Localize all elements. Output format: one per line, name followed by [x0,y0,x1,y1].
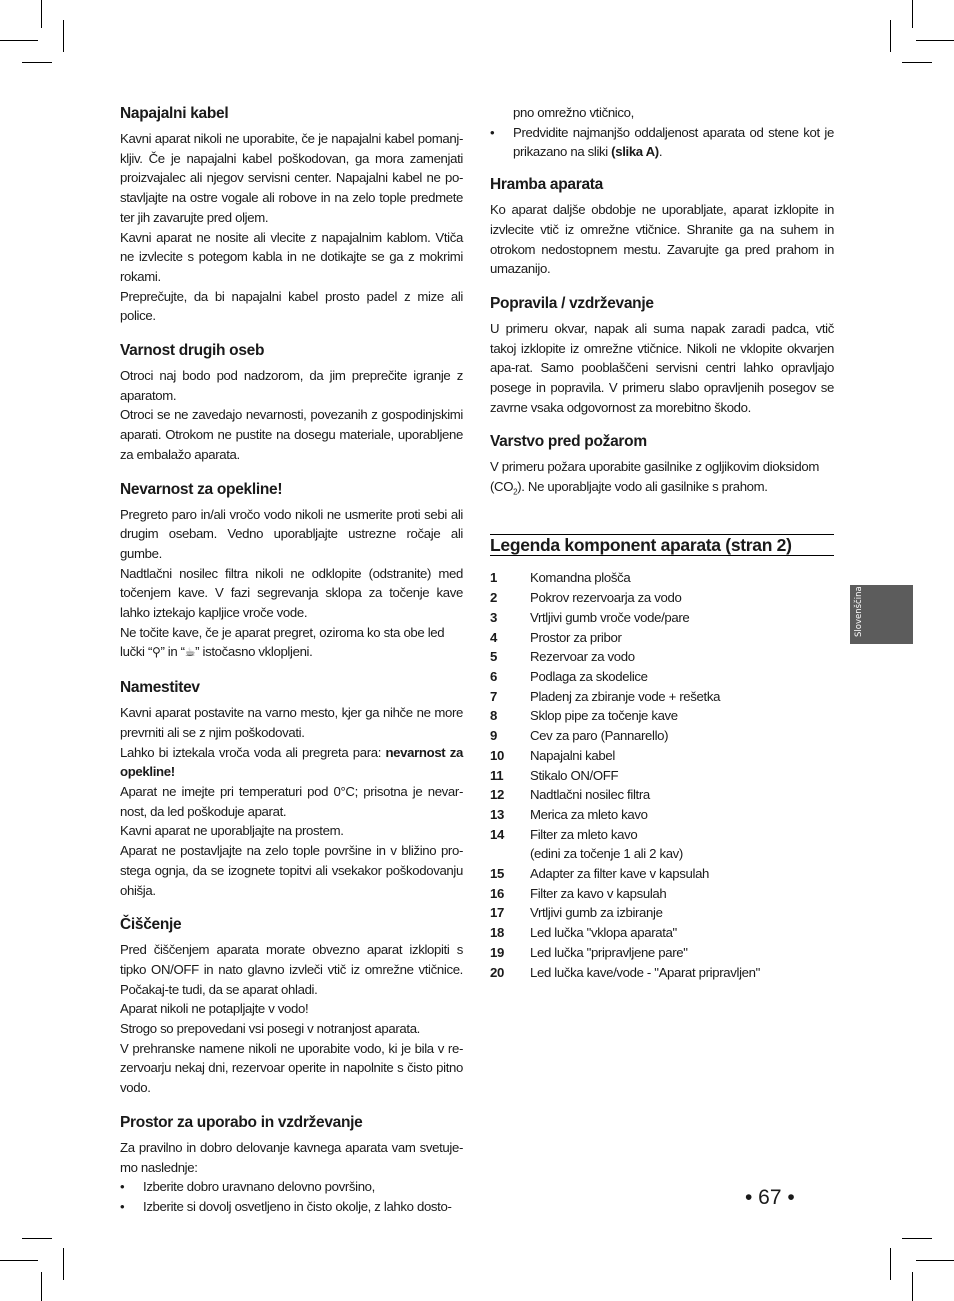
section-heading: Popravila / vzdrževanje [490,294,654,312]
paragraph: Nadtlačni nosilec filtra nikoli ne odklopite (odstranite) med točenjem kave. V fazi segrevanja sklopa za točenje kave lahko iztekajo kapljice vroče vode. [120,565,463,621]
legend-item [490,844,834,864]
legend-item [490,766,834,786]
paragraph: Preprečujte, da bi napajalni kabel prosto padel z mize ali police. [120,288,463,324]
legend-item-number: 11 [490,767,504,783]
paragraph: Ko aparat daljše obdobje ne uporabljate, aparat izklopite in izvlecite vtič iz omrežne vtičnice. Shranite ga na suhem in otrokom nedostopnem mestu. Zavarujte ga pred prahom in umazanijo. [490,202,834,277]
legend-item-number: 8 [490,708,497,724]
legend-item-text: Sklop pipe za točenje kave [530,708,678,724]
list-item-text: Izberite si dovolj osvetljeno in čisto okolje, z lahko dosto- [143,1198,452,1214]
legend-list [490,568,834,982]
section-heading: Napajalni kabel [120,105,229,122]
legend-item-text: Cev za paro (Pannarello) [530,728,669,744]
legend-item-text: Pladenj za zbiranje vode + rešetka [530,688,721,704]
legend-item [490,884,834,904]
section-power-cable [120,103,463,326]
legend-item-text: Komandna plošča [530,570,631,586]
section-heading: Nevarnost za opekline! [120,480,283,498]
section-heading: Namestitev [120,679,200,697]
crop-mark [890,20,891,52]
text: V primeru požara uporabite gasilnike z ogljikovim dioksidom (CO [490,459,819,495]
list-item-text: Predvidite najmanjšo oddaljenost aparata od stene kot je prikazano na sliki [513,124,834,160]
section-usage-space [120,1112,463,1217]
crop-mark [902,1238,932,1239]
legend-item [490,608,834,628]
legend-item-text: Stikalo ON/OFF [530,767,619,783]
paragraph: pno omrežno vtičnico, [513,105,634,120]
right-column [490,103,834,982]
text: ). Ne uporabljajte vodo ali gasilnike s prahom. [517,479,768,495]
paragraph: U primeru okvar, napak ali suma napak zaradi padca, vtič takoj izklopite iz omrežne vtičnice. Nikoli ne vklopite okvarjen apa-rat. Samo pooblaščeni servisni centri lahko opravljajo posege in popravila. V primeru slabo opravljenih posegov se zavrne vsaka odgovornost za morebitno škodo. [490,320,834,415]
section-heading: Prostor za uporabo in vzdrževanje [120,1113,363,1131]
section-heading: Hramba aparata [490,176,603,194]
paragraph: Aparat ne imejte pri temperaturi pod 0°C; prisotna je nevar-nost, da led poškoduje aparat. [120,783,463,819]
legend-item-number [490,844,530,864]
legend-item-number: 16 [490,885,504,901]
paragraph: V prehranske namene nikoli ne uporabite vodo, ki je bila v re-zervoarju nekaj dni, rezervoar operite in napolnite s čisto pitno vodo. [120,1040,463,1096]
section-heading: Varstvo pred požarom [490,433,647,451]
side-tab-label: Slovenščina [854,586,864,637]
section-heading: Varnost drugih oseb [120,342,265,360]
cup-icon: ☕ [184,645,196,660]
crop-mark [0,40,38,41]
legend-item [490,628,834,648]
legend-item-text: Nadtlačni nosilec filtra [530,787,650,803]
section-burn-hazard [120,479,463,664]
figure-reference: (slika A) [611,144,659,160]
legend-item [490,667,834,687]
language-side-tab [850,585,913,644]
section-installation [120,677,463,900]
section-heading: Čiščenje [120,916,182,934]
legend-item [490,588,834,608]
legend-item [490,568,834,588]
subscript: 2 [513,487,518,497]
bullet: • [120,1179,125,1195]
legend-item-number: 6 [490,669,497,684]
text: ” in “ [160,644,185,660]
legend-item [490,746,834,766]
legend-item-text: Filter za mleto kavo [530,826,638,842]
legend-item-number: 20 [490,964,504,980]
legend-item-number: 10 [490,747,504,763]
crop-mark [63,1248,64,1280]
legend-item [490,805,834,825]
bullet-list [490,123,834,162]
legend-title: Legenda komponent aparata (stran 2) [490,534,834,556]
bullet: • [490,124,495,140]
legend-item-number: 17 [490,905,504,921]
paragraph: Kavni aparat ne nosite ali vlecite z napajalnim kablom. Vtiča ne izvlecite s potegom kabla in ne dotikajte se ga z mokrimi rokami. [120,229,463,284]
paragraph: Kavni aparat postavite na varno mesto, kjer ga nihče ne more prevrniti ali se z njim poškodovati. [120,705,463,740]
paragraph: Kavni aparat ne uporabljajte na prostem. [120,823,344,839]
legend-item [490,923,834,943]
page-number: • 67 • [745,1186,795,1209]
crop-mark [22,1238,52,1239]
list-item-text: Izberite dobro uravnano delovno površino, [143,1179,375,1195]
section-cleaning [120,914,463,1098]
crop-mark [890,1248,891,1280]
steam-icon: ⚲ [152,645,161,660]
left-column [120,103,463,1231]
legend-item-number: 19 [490,944,504,960]
legend-item-number: 1 [490,570,497,586]
text: ” istočasno vklopljeni. [195,644,313,660]
paragraph: Pregreto paro in/ali vročo vodo nikoli ne usmerite proti sebi ali drugim osebam. Vedno uporabljajte ustrezne ročaje ali gumbe. [120,506,463,561]
crop-mark [63,20,64,52]
text: Ne točite kave, če je aparat pregret, oziroma ko sta obe led lučki “ [120,624,445,660]
legend-item-text: Adapter za filter kave v kapsulah [530,866,710,882]
legend-item [490,726,834,746]
legend-item-number: 15 [490,866,504,882]
list-item [490,123,834,162]
crop-mark [916,1260,954,1261]
legend-item-number: 18 [490,925,504,941]
list-item [120,1197,463,1217]
legend-item [490,706,834,726]
legend-item-text: Prostor za pribor [530,629,622,645]
legend-item-number: 2 [490,590,497,606]
legend-item [490,943,834,963]
legend-item-number: 3 [490,609,497,625]
legend-item [490,963,834,983]
legend-item-text: (edini za točenje 1 ali 2 kav) [530,846,683,862]
text: . [658,144,663,160]
legend-item-number: 13 [490,806,504,822]
legend-item-number: 12 [490,787,504,803]
paragraph: Za pravilno in dobro delovanje kavnega aparata vam svetuje-mo naslednje: [120,1139,463,1175]
legend-item-text: Napajalni kabel [530,747,615,763]
list-item [120,1177,463,1197]
legend-item [490,647,834,667]
paragraph: Aparat nikoli ne potapljajte v vodo! [120,1001,309,1017]
legend-item [490,785,834,805]
crop-mark [41,1272,42,1301]
paragraph: Kavni aparat nikoli ne uporabite, če je napajalni kabel pomanj-kljiv. Če je napajalni kabel poškodovan, ga mora zamenjati proizvajalec ali njegov servisni center. Napajalni kabel ne po-stavljajte na ostre vogale ali robove in na zelo tople predmete ter jih zavarujte pred oljem. [120,131,463,225]
paragraph: Strogo so prepovedani vsi posegi v notranjost aparata. [120,1021,420,1037]
legend-item-text: Vrtljivi gumb vroče vode/pare [530,609,690,625]
crop-mark [902,62,932,63]
legend-item [490,864,834,884]
crop-mark [912,1272,913,1301]
paragraph: Aparat ne postavljajte na zelo tople površine in v bližino pro-stega ognja, da se izognete topitvi ali vsekakor poškodovanju ohišja. [120,843,463,898]
legend-item-number: 14 [490,826,504,842]
legend-item-text: Merica za mleto kavo [530,806,648,822]
bullet-list [120,1177,463,1216]
paragraph: Otroci se ne zavedajo nevarnosti, povezanih z gospodinjskimi aparati. Otrokom ne pustite na dosegu materiale, uporabljene za embalažo aparata. [120,407,463,462]
legend-item [490,903,834,923]
paragraph [490,457,834,502]
crop-mark [22,62,52,63]
crop-mark [916,40,954,41]
legend-item-text: Rezervoar za vodo [530,649,635,665]
legend-item-number: 5 [490,649,497,665]
legend-item-text: Filter za kavo v kapsulah [530,885,667,901]
section-repairs [490,293,834,418]
legend-item-number: 9 [490,728,497,744]
crop-mark [41,0,42,28]
legend-item-text: Podlaga za skodelice [530,669,648,684]
paragraph: Pred čiščenjem aparata morate obvezno aparat izklopiti s tipko ON/OFF in nato glavno izvleči vtič iz omrežne vtičnice. Počakaj-te tudi, da se aparat ohladi. [120,942,463,997]
crop-mark [912,0,913,28]
bullet: • [120,1198,125,1214]
text: Lahko bi iztekala vroča voda ali pregreta para: [120,744,386,760]
legend-item [490,687,834,707]
crop-mark [0,1260,38,1261]
legend-item-text: Led lučka kave/vode - "Aparat pripravljen" [530,964,760,980]
legend-item-text: Led lučka "vklopa aparata" [530,925,677,941]
warning-text: nevarnost za opekline! [120,744,463,780]
legend-item-text: Pokrov rezervoarja za vodo [530,590,682,606]
section-storage [490,174,834,279]
paragraph [120,743,463,782]
legend-item-number: 7 [490,688,497,704]
legend-item-text: Vrtljivi gumb za izbiranje [530,905,663,921]
paragraph: Otroci naj bodo pod nadzorom, da jim preprečite igranje z aparatom. [120,368,463,403]
paragraph [120,623,463,663]
legend-item-text: Led lučka "pripravljene pare" [530,944,688,960]
legend-item [490,825,834,845]
legend-item-number: 4 [490,629,497,645]
section-safety-others [120,340,463,465]
usage-space-continued [490,103,834,162]
section-fire-safety [490,431,834,502]
